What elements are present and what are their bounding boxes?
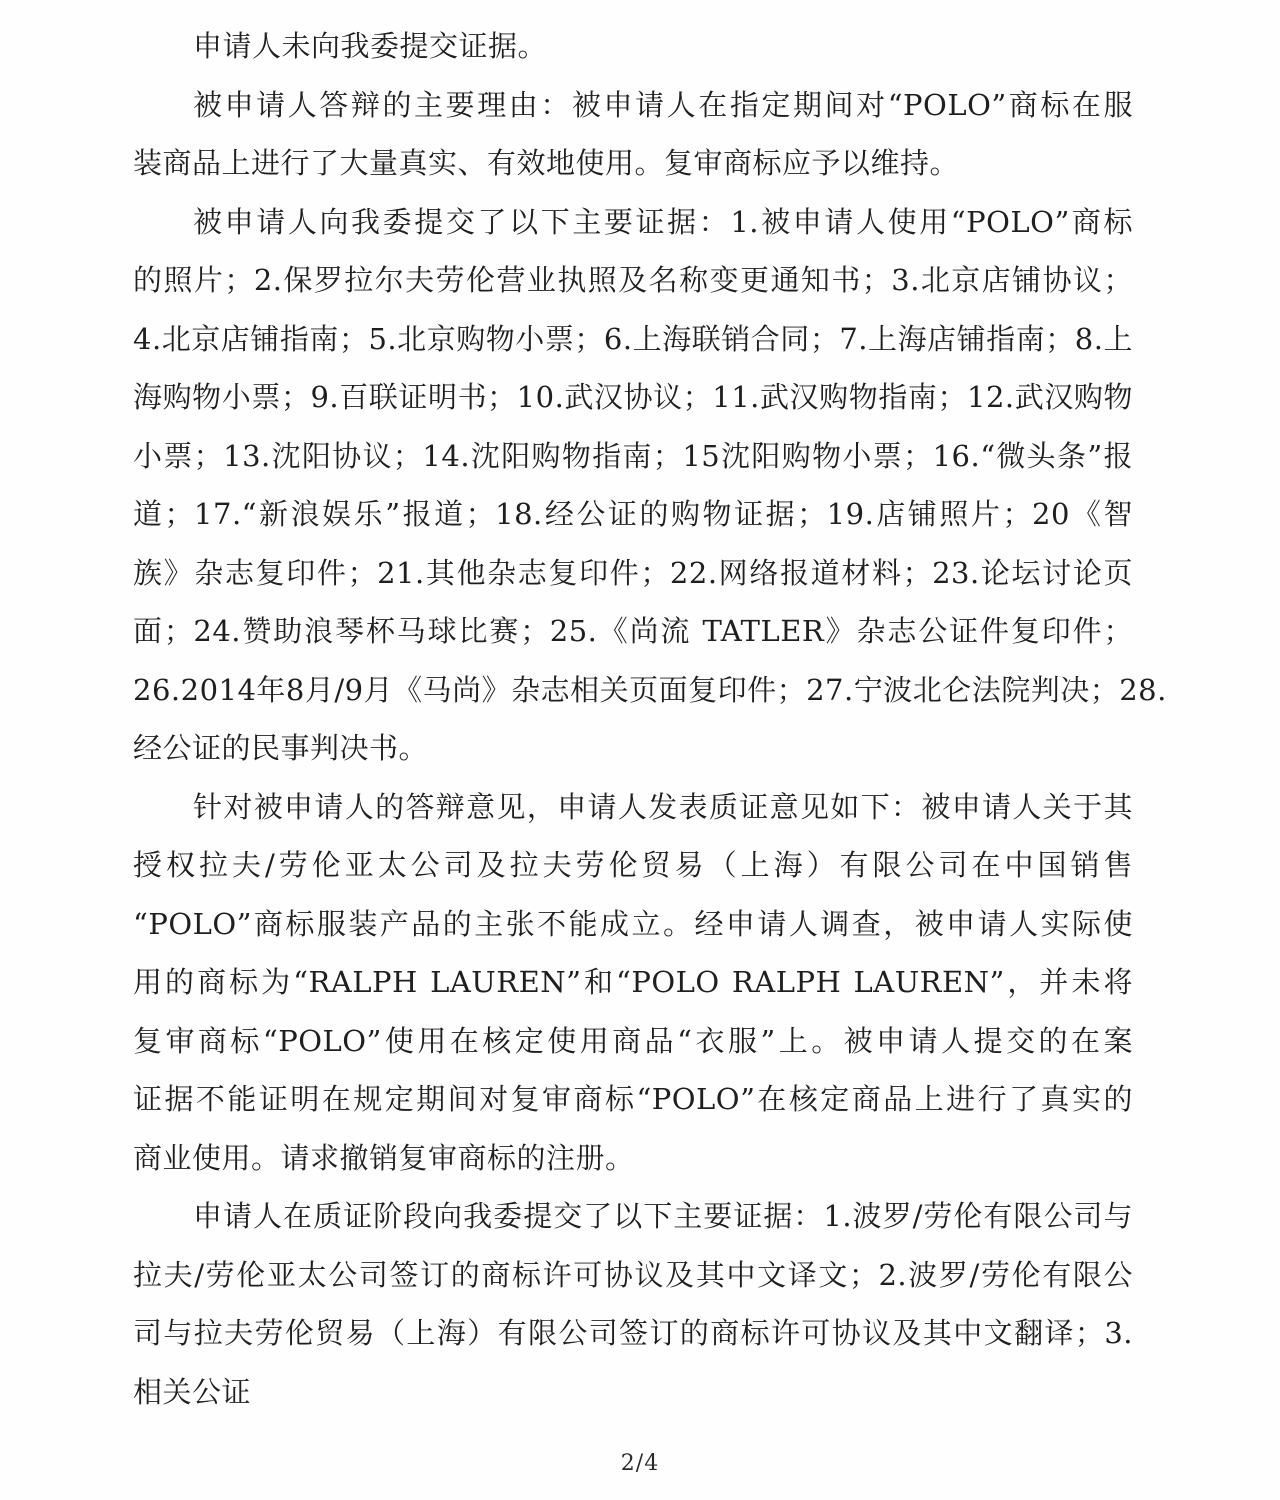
paragraph-respondent-evidence-line: 小票；13.沈阳协议；14.沈阳购物指南；15沈阳购物小票；16.“微头条”报	[133, 438, 1133, 473]
document-body	[133, 24, 1167, 1428]
paragraph-cross-evidence-line: 相关公证	[133, 1374, 252, 1409]
paragraph-respondent-evidence-line: 被申请人向我委提交了以下主要证据：1.被申请人使用“POLO”商标	[193, 204, 1133, 239]
paragraph-cross-examination-line: 商业使用。请求撤销复审商标的注册。	[133, 1140, 635, 1175]
paragraph-cross-examination-line: 证据不能证明在规定期间对复审商标“POLO”在核定商品上进行了真实的	[133, 1082, 1133, 1116]
paragraph-applicant-no-evidence-line: 申请人未向我委提交证据。	[193, 29, 548, 63]
paragraph-respondent-evidence-line: 面；24.赞助浪琴杯马球比赛；25.《尚流 TATLER》杂志公证件复印件；	[133, 614, 1133, 648]
paragraph-respondent-evidence-line: 的照片；2.保罗拉尔夫劳伦营业执照及名称变更通知书；3.北京店铺协议；	[133, 263, 1133, 297]
paragraph-cross-examination-line: 复审商标“POLO”使用在核定使用商品“衣服”上。被申请人提交的在案	[133, 1023, 1133, 1058]
paragraph-respondent-defense-line: 装商品上进行了大量真实、有效地使用。复审商标应予以维持。	[133, 146, 960, 180]
paragraph-respondent-evidence-line: 26.2014年8月/9月《马尚》杂志相关页面复印件；27.宁波北仑法院判决；28.	[133, 672, 1167, 707]
paragraph-respondent-defense-line: 被申请人答辩的主要理由：被申请人在指定期间对“POLO”商标在服	[193, 87, 1133, 122]
paragraph-respondent-evidence-line: 族》杂志复印件；21.其他杂志复印件；22.网络报道材料；23.论坛讨论页	[133, 555, 1133, 590]
paragraph-respondent-evidence-line: 道；17.“新浪娱乐”报道；18.经公证的购物证据；19.店铺照片；20《智	[133, 497, 1133, 531]
paragraph-cross-evidence-line: 司与拉夫劳伦贸易（上海）有限公司签订的商标许可协议及其中文翻译；3.	[133, 1316, 1133, 1350]
paragraph-cross-evidence-line: 拉夫/劳伦亚太公司签订的商标许可协议及其中文译文；2.波罗/劳伦有限公	[133, 1257, 1133, 1292]
paragraph-cross-evidence-line: 申请人在质证阶段向我委提交了以下主要证据：1.波罗/劳伦有限公司与	[193, 1199, 1133, 1233]
paragraph-respondent-evidence-line: 经公证的民事判决书。	[133, 731, 429, 765]
paragraph-respondent-evidence-line: 4.北京店铺指南；5.北京购物小票；6.上海联销合同；7.上海店铺指南；8.上	[133, 321, 1133, 356]
paragraph-respondent-evidence-line: 海购物小票；9.百联证明书；10.武汉协议；11.武汉购物指南；12.武汉购物	[133, 380, 1133, 414]
paragraph-cross-examination-line: 用的商标为“RALPH LAUREN”和“POLO RALPH LAUREN”，并未将	[133, 965, 1133, 999]
paragraph-cross-examination-line: 针对被申请人的答辩意见，申请人发表质证意见如下：被申请人关于其	[193, 789, 1133, 824]
paragraph-cross-examination-line: “POLO”商标服装产品的主张不能成立。经申请人调查，被申请人实际使	[133, 906, 1133, 941]
paragraph-cross-examination-line: 授权拉夫/劳伦亚太公司及拉夫劳伦贸易（上海）有限公司在中国销售	[133, 848, 1133, 882]
page-number: 2/4	[620, 1451, 660, 1476]
